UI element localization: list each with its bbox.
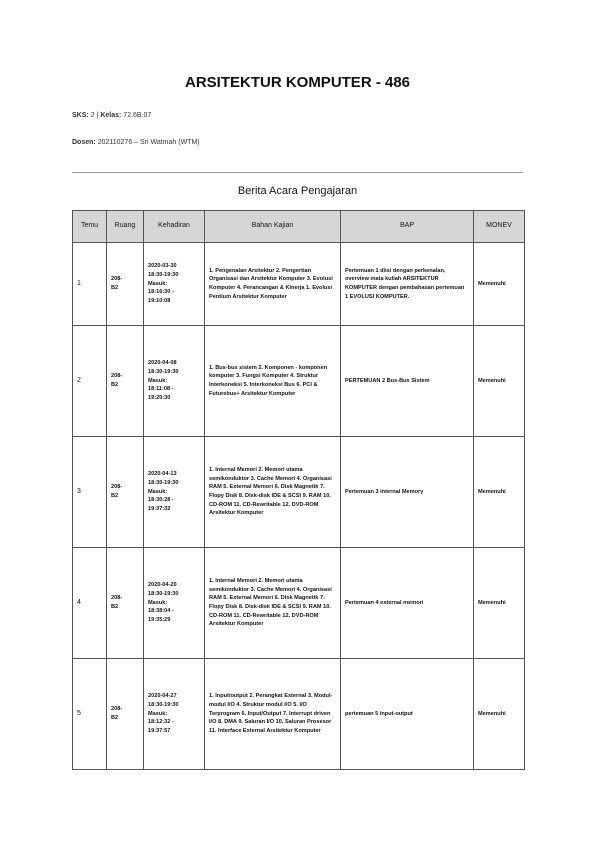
- cell-bahan-kajian: 1. Input/output 2. Perangkat External 3. Modul-modul I/O 4. Struktur modul I/O 5. I/O Terprogram 6. Input/Output 7. Interrupt driven I/O 8. DMA 9. Saluran I/O 10. Saluran Prosesor 11. Interface External Arsitektur Komputer: [205, 659, 341, 770]
- cell-monev: Memenuhi: [474, 437, 525, 548]
- kelas-value: 72.6B.07: [123, 112, 152, 119]
- cell-monev: Memenuhi: [474, 243, 525, 326]
- table-row: [73, 437, 525, 548]
- cell-kehadiran: 2020-03-30 18:30-19:30 Masuk: 18:16:30 - 19:10:08: [144, 243, 205, 326]
- header-kehadiran: Kehadiran: [144, 211, 205, 243]
- cell-bahan-kajian: 1. Bus-bus sistem 2. Komponen - komponen komputer 3. Fungsi Komputer 4. Struktur Interkoneksi 5. Interkoneksi Bus 6. PCI & Futurebus+ Arsitektur Komputer: [205, 326, 341, 437]
- cell-ruang: 208- B2: [107, 659, 144, 770]
- cell-bap: Pertemuan 3 internal Memory: [341, 437, 474, 548]
- meta-separator: |: [96, 112, 99, 119]
- cell-bap: Pertemuan 1 diisi dengan perkenalan, overview mata kuliah ARSITEKTUR KOMPUTER dengan pembahasan pertemuan 1 EVOLUSI KOMPUTER.: [341, 243, 474, 326]
- cell-bap: PERTEMUAN 2 Bus-Bus Sistem: [341, 326, 474, 437]
- cell-monev: Memenuhi: [474, 326, 525, 437]
- dosen-label: Dosen:: [72, 139, 96, 146]
- header-ruang: Ruang: [107, 211, 144, 243]
- cell-kehadiran: 2020-04-20 18:30-19:30 Masuk: 18:38:04 - 19:35:29: [144, 548, 205, 659]
- cell-kehadiran: 2020-04-27 18:30-19:30 Masuk: 18:12:32 - 19:37:57: [144, 659, 205, 770]
- cell-monev: Memenuhi: [474, 659, 525, 770]
- dosen-value: 202110276 – Sri Watmah (WTM): [97, 139, 200, 146]
- table-row: [73, 243, 525, 326]
- header-bap: BAP: [341, 211, 474, 243]
- cell-bap: Pertemuan 4 external memori: [341, 548, 474, 659]
- sks-label: SKS:: [72, 112, 89, 119]
- cell-bahan-kajian: 1. Pengenalan Arsitektur 2. Pengertian Organisasi dan Arsitektur Komputer 3. Evolusi Komputer 4. Perancangan & Kinerja 1. Evolusi Pentium Arsitektur Komputer: [205, 243, 341, 326]
- table-row: [73, 548, 525, 659]
- course-title: ARSITEKTUR KOMPUTER - 486: [184, 74, 411, 91]
- cell-kehadiran: 2020-04-13 18:30-19:30 Masuk: 18:30:28 - 19:37:32: [144, 437, 205, 548]
- cell-ruang: 208- B2: [107, 437, 144, 548]
- cell-bap: pertemuan 5 input-output: [341, 659, 474, 770]
- cell-bahan-kajian: 1. Internal Memori 2. Memori utama semikonduktor 3. Cache Memori 4. Organisasi RAM 5. External Memori 6. Disk Magnetik 7. Flopy Disk 8. Disk-disk IDE & SCSI 9. RAM 10. CD-ROM 11. CD-Rewritable 12. DVD-ROM Arsitektur Komputer: [205, 548, 341, 659]
- cell-ruang: 208- B2: [107, 243, 144, 326]
- course-meta-line: [72, 112, 151, 119]
- table-row: [73, 659, 525, 770]
- cell-ruang: 208- B2: [107, 548, 144, 659]
- cell-temu: 4: [73, 548, 107, 659]
- cell-kehadiran: 2020-04-08 18:30-19:30 Masuk: 18:11:08 - 19:20:30: [144, 326, 205, 437]
- cell-temu: 3: [73, 437, 107, 548]
- cell-temu: 1: [73, 243, 107, 326]
- cell-monev: Memenuhi: [474, 548, 525, 659]
- cell-temu: 5: [73, 659, 107, 770]
- table-row: [73, 326, 525, 437]
- header-bahan-kajian: Bahan Kajian: [205, 211, 341, 243]
- section-title: Berita Acara Pengajaran: [237, 185, 358, 197]
- lecturer-line: [72, 139, 200, 146]
- header-monev: MONEV: [474, 211, 525, 243]
- divider: [72, 172, 523, 173]
- cell-ruang: 208- B2: [107, 326, 144, 437]
- kelas-label: Kelas:: [100, 112, 122, 119]
- teaching-record-table: [72, 210, 525, 770]
- cell-bahan-kajian: 1. Internal Memori 2. Memori utama semikonduktor 3. Cache Memori 4. Organisasi RAM 5. External Memori 6. Disk Magnetik 7. Flopy Disk 8. Disk-disk IDE & SCSI 9. RAM 10. CD-ROM 11. CD-Rewritable 12. DVD-ROM Arsitektur Komputer: [205, 437, 341, 548]
- table-header-row: [73, 211, 525, 243]
- sks-value: 2: [90, 112, 95, 119]
- header-temu: Temu: [73, 211, 107, 243]
- cell-temu: 2: [73, 326, 107, 437]
